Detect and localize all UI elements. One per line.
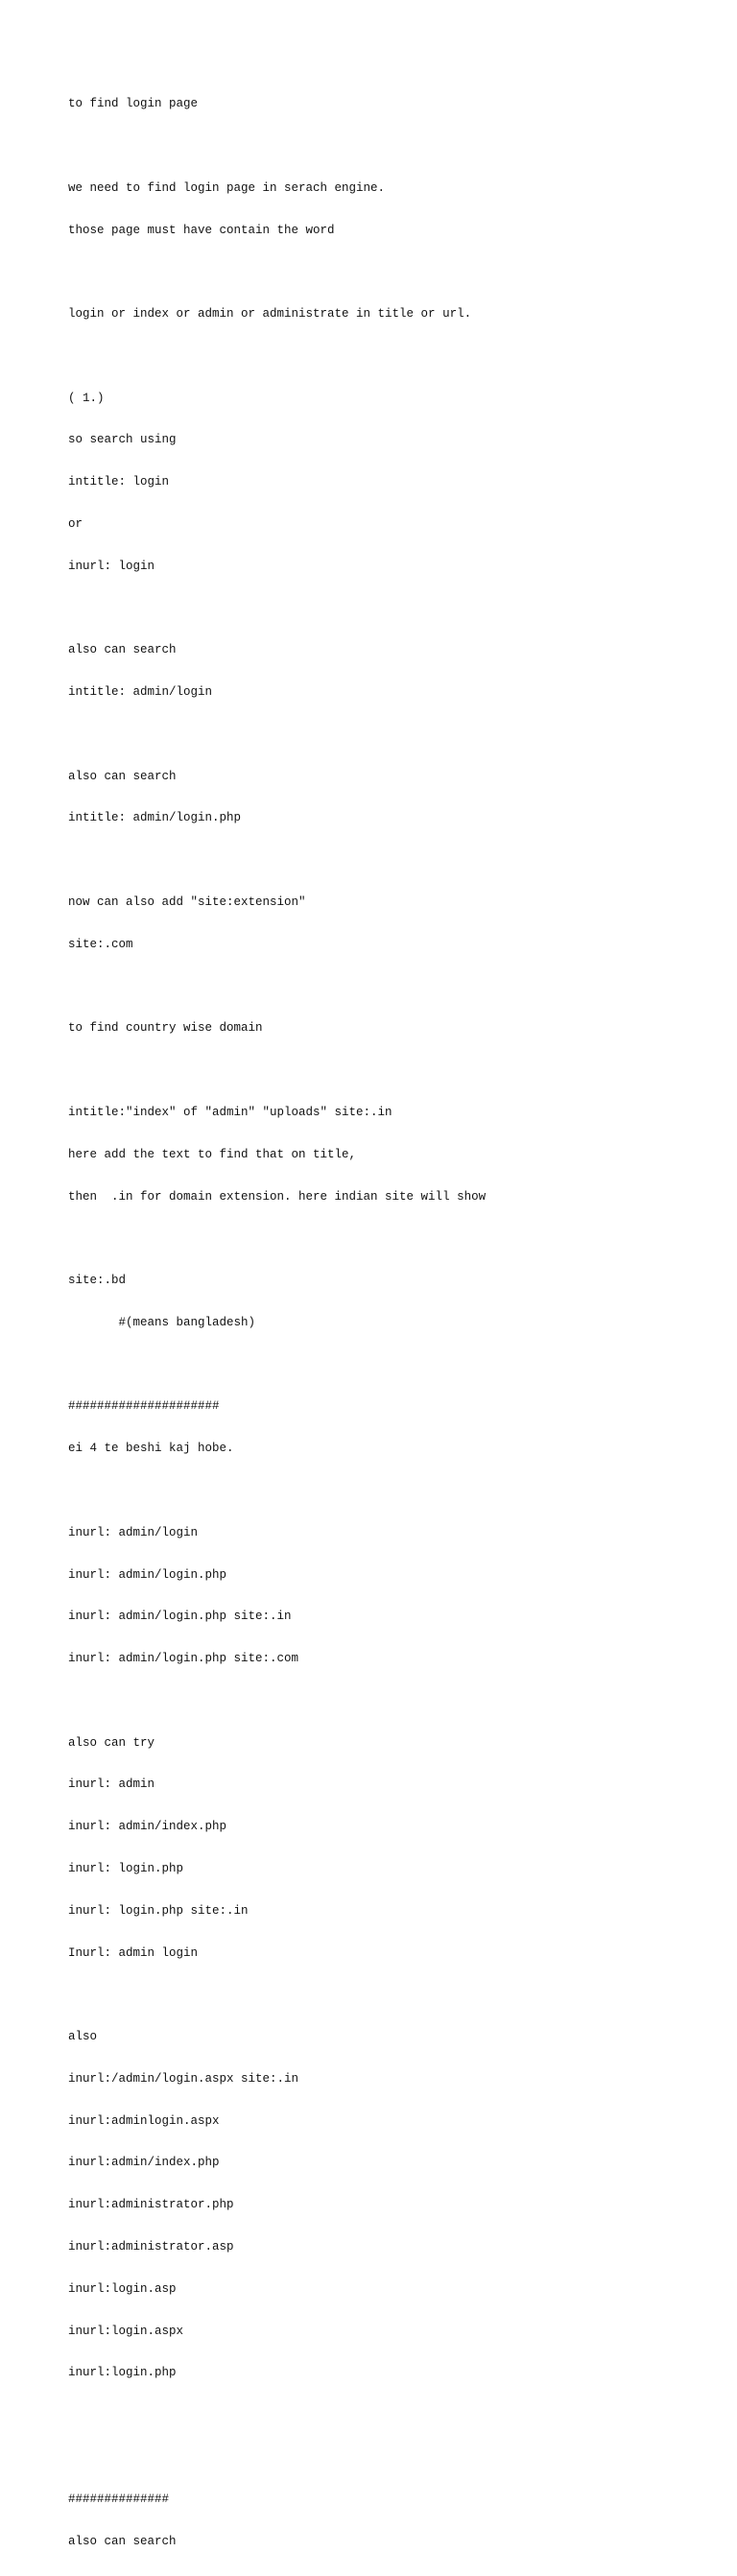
blank-line bbox=[68, 1694, 486, 1708]
text-line: login or index or admin or administrate in title or url. bbox=[68, 307, 472, 322]
text-line: Inurl: admin login bbox=[68, 1945, 199, 1960]
text-line: inurl:login.aspx bbox=[68, 2324, 184, 2338]
text-line: intitle: login bbox=[68, 475, 170, 489]
text-line: now can also add "site:extension" bbox=[68, 895, 306, 910]
blank-line bbox=[68, 265, 486, 279]
text-line: then .in for domain extension. here indian site will show bbox=[68, 1189, 487, 1204]
document-text bbox=[68, 69, 486, 2576]
blank-line bbox=[68, 1988, 486, 2002]
text-line: site:.com bbox=[68, 937, 133, 951]
text-line: intitle: admin/login.php bbox=[68, 811, 242, 825]
text-line: also bbox=[68, 2030, 98, 2044]
text-line: here add the text to find that on title, bbox=[68, 1147, 357, 1161]
text-line: ( 1.) bbox=[68, 391, 105, 405]
text-line: intitle: admin/login bbox=[68, 685, 213, 700]
text-line: inurl: login.php site:.in bbox=[68, 1903, 249, 1918]
text-line: ei 4 te beshi kaj hobe. bbox=[68, 1442, 234, 1456]
text-line: inurl:login.asp bbox=[68, 2281, 177, 2296]
text-line: inurl: admin/login.php bbox=[68, 1567, 227, 1582]
text-line: #(means bangladesh) bbox=[68, 1315, 256, 1329]
text-line: also can try bbox=[68, 1735, 155, 1750]
text-line: site:.bd bbox=[68, 1274, 127, 1288]
blank-line bbox=[68, 853, 486, 868]
blank-line bbox=[68, 1358, 486, 1372]
separator-line: ##################### bbox=[68, 1399, 220, 1414]
text-line: inurl:administrator.php bbox=[68, 2198, 234, 2212]
text-line: or bbox=[68, 517, 83, 531]
blank-line bbox=[68, 1063, 486, 1078]
blank-line bbox=[68, 980, 486, 994]
text-line: so search using bbox=[68, 433, 177, 447]
text-line: intitle:"index" of "admin" "uploads" site:.in bbox=[68, 1105, 392, 1119]
separator-line: ############## bbox=[68, 2492, 170, 2506]
text-line: inurl: admin/login bbox=[68, 1525, 199, 1539]
blank-line bbox=[68, 602, 486, 616]
text-line: inurl: admin/login.php site:.in bbox=[68, 1610, 292, 1624]
text-line: to find login page bbox=[68, 97, 199, 111]
text-line: also can search bbox=[68, 2534, 177, 2548]
text-line: also can search bbox=[68, 769, 177, 783]
text-line: inurl:login.php bbox=[68, 2366, 177, 2380]
text-line: inurl: admin/index.php bbox=[68, 1820, 227, 1834]
blank-line bbox=[68, 139, 486, 154]
text-line: inurl:adminlogin.aspx bbox=[68, 2113, 220, 2128]
text-line: inurl: admin/login.php site:.com bbox=[68, 1652, 299, 1666]
text-line: to find country wise domain bbox=[68, 1021, 263, 1036]
blank-line bbox=[68, 1231, 486, 1246]
text-line: also can search bbox=[68, 643, 177, 657]
text-line: those page must have contain the word bbox=[68, 223, 335, 237]
text-line: inurl:admin/index.php bbox=[68, 2156, 220, 2170]
blank-line bbox=[68, 349, 486, 364]
text-line: inurl: login bbox=[68, 559, 155, 573]
blank-line bbox=[68, 1484, 486, 1498]
text-line: inurl: admin bbox=[68, 1777, 155, 1792]
text-line: inurl: login.php bbox=[68, 1862, 184, 1875]
blank-line bbox=[68, 2408, 486, 2422]
text-line: we need to find login page in serach engine. bbox=[68, 180, 386, 195]
text-line: inurl:administrator.asp bbox=[68, 2240, 234, 2254]
blank-line bbox=[68, 727, 486, 742]
text-line: inurl:/admin/login.aspx site:.in bbox=[68, 2071, 299, 2086]
blank-line bbox=[68, 2450, 486, 2465]
